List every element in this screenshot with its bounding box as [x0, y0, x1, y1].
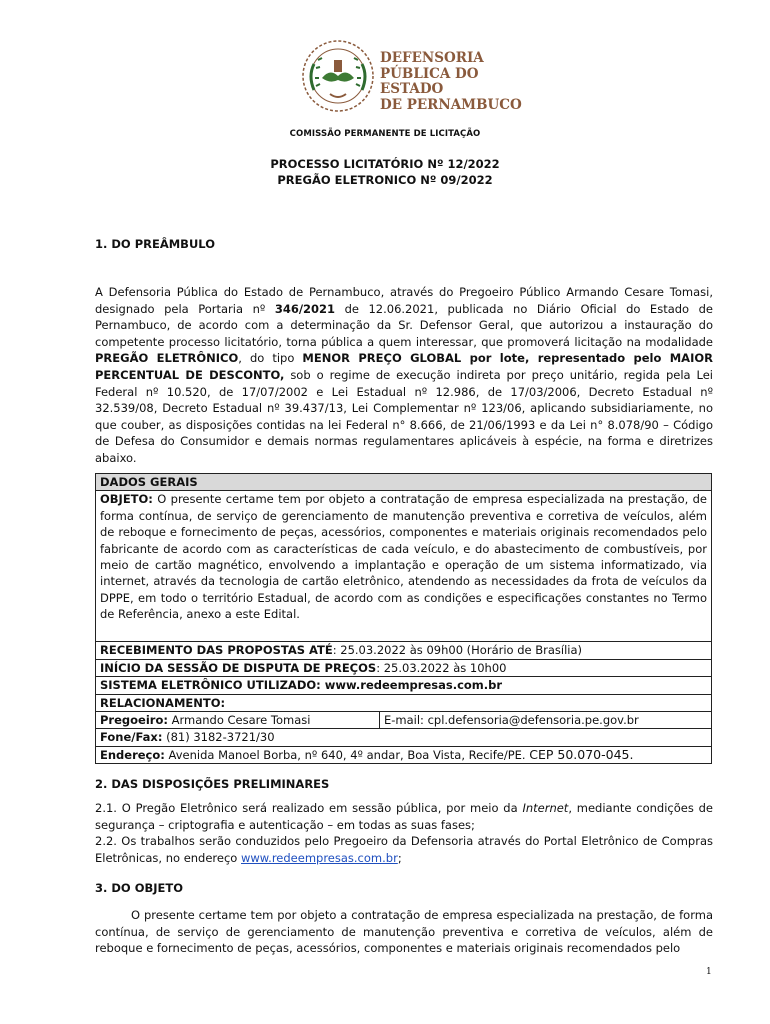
institution-logo — [300, 38, 530, 113]
section-2-paragraph-1: 2.1. O Pregão Eletrônico será realizado em sessão pública, por meio da Internet, mediante condições de segurança – criptografia e autenticação – em todas as suas fases; — [95, 801, 713, 832]
pregao-number: PREGÃO ELETRONICO Nº 09/2022 — [277, 173, 493, 187]
relationship-cell: RELACIONAMENTO: — [96, 694, 712, 711]
brand-line-3: DE PERNAMBUCO — [380, 96, 522, 113]
section-2-paragraph-2: 2.2. Os trabalhos serão conduzidos pelo Pregoeiro da Defensoria através do Portal Eletrônico de Compras Eletrônicas, no endereço www.redeempresas.com.br; — [95, 834, 713, 865]
proposals-deadline-cell: RECEBIMENTO DAS PROPOSTAS ATÉ: 25.03.2022 às 09h00 (Horário de Brasília) — [96, 642, 712, 659]
address-cell: Endereço: Avenida Manoel Borba, nº 640, 4º andar, Boa Vista, Recife/PE. CEP 50.070-045. — [96, 746, 712, 763]
pregoeiro-cell: Pregoeiro: Armando Cesare Tomasi — [96, 712, 380, 729]
committee-title: COMISSÃO PERMANENTE DE LICITAÇÃO — [289, 129, 481, 139]
process-number: PROCESSO LICITATÓRIO Nº 12/2022 — [270, 157, 500, 171]
general-data-header: DADOS GERAIS — [96, 474, 712, 491]
section-2-title: 2. DAS DISPOSIÇÕES PRELIMINARES — [95, 777, 330, 791]
object-cell: OBJETO: O presente certame tem por objeto a contratação de empresa especializada na prestação, de forma contínua, de serviço de gerenciamento de manutenção preventiva e corretiva de veículos, além de reboque e fornecimento de peças, acessórios, componentes e materiais originais recomendados pelo fabricante de acordo com as características de cada veículo, e do abastecimento de combustíveis, por meio de cartão magnético, envolvendo a implantação e operação de um sistema informatizado, via internet, através da tecnologia de cartão eletrônico, atendendo as necessidades da frota de veículos da DPPE, em todo o território Estadual, de acordo com as condições e especificações constantes no Termo de Referência, anexo a este Edital. — [96, 491, 712, 642]
section-3-title: 3. DO OBJETO — [95, 881, 183, 895]
electronic-system-cell: SISTEMA ELETRÔNICO UTILIZADO: www.redeempresas.com.br — [96, 677, 712, 694]
brand-line-2: PÚBLICA DO ESTADO — [380, 65, 479, 97]
general-data-table — [95, 473, 712, 764]
page-number: 1 — [706, 967, 712, 977]
session-start-cell: INÍCIO DA SESSÃO DE DISPUTA DE PREÇOS: 25.03.2022 às 10h00 — [96, 659, 712, 676]
brand-line-1: DEFENSORIA — [380, 50, 484, 66]
redeempresas-link[interactable]: www.redeempresas.com.br — [241, 850, 398, 865]
institution-name — [380, 51, 530, 113]
email-cell: E-mail: cpl.defensoria@defensoria.pe.gov.br — [380, 712, 712, 729]
section-3-paragraph: O presente certame tem por objeto a contratação de empresa especializada na prestação, de forma contínua, de serviço de gerenciamento de manutenção preventiva e corretiva de veículos, além de reboque e fornecimento de peças, acessórios, componentes e materiais originais recomendados pelo — [95, 908, 713, 956]
section-1-title: 1. DO PREÂMBULO — [95, 237, 215, 251]
phone-cell: Fone/Fax: (81) 3182-3721/30 — [96, 729, 712, 746]
preamble-paragraph: A Defensoria Pública do Estado de Pernambuco, através do Pregoeiro Público Armando Cesare Tomasi, designado pela Portaria nº 346/2021 de 12.06.2021, publicada no Diário Oficial do Estado de Pernambuco, de acordo com a determinação da Sr. Defensor Geral, que autorizou a instauração do competente processo licitatório, torna pública a quem interessar, que promoverá licitação na modalidade PREGÃO ELETRÔNICO, do tipo MENOR PREÇO GLOBAL por lote, representado pelo MAIOR PERCENTUAL DE DESCONTO, sob o regime de execução indireta por preço unitário, regida pela Lei Federal nº 10.520, de 17/07/2002 e Lei Estadual nº 12.986, de 17/03/2006, Decreto Estadual nº 32.539/08, Decreto Estadual nº 39.437/13, Lei Complementar nº 123/06, aplicando subsidiariamente, no que couber, as disposições contidas na lei Federal n° 8.666, de 21/06/1993 e da Lei n° 8.078/90 – Código de Defesa do Consumidor e demais normas regulamentares aplicáveis à espécie, na forma e diretrizes abaixo. — [95, 285, 713, 465]
defensoria-seal-icon — [300, 38, 376, 114]
